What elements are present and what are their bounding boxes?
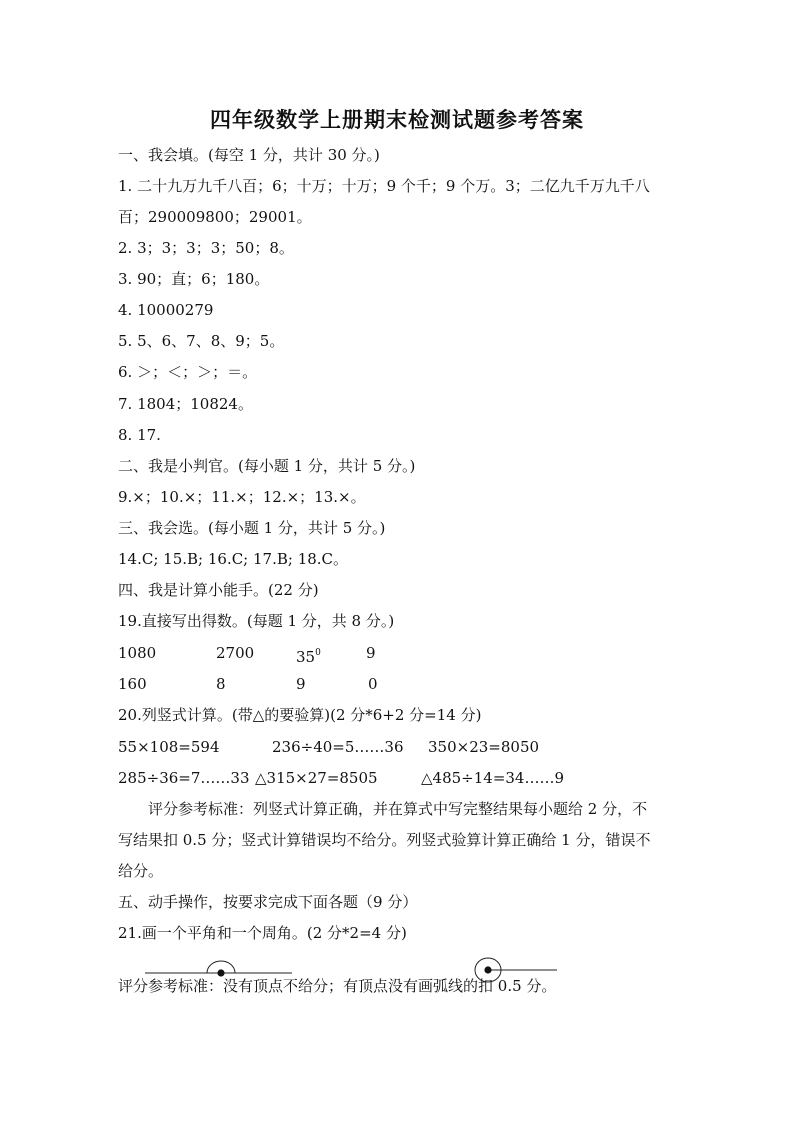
q20-criteria-line2: 写结果扣 0.5 分；竖式计算错误均不给分。列竖式验算计算正确给 1 分，错误不 bbox=[118, 831, 651, 849]
q19-answer: 9 bbox=[296, 675, 306, 693]
q19-superscript: 0 bbox=[315, 648, 321, 658]
q21-heading: 21.画一个平角和一个周角。(2 分*2=4 分) bbox=[118, 924, 407, 942]
q20-answer: △485÷14=34……9 bbox=[421, 769, 565, 787]
q1-answer-line2: 百；290009800；29001。 bbox=[118, 208, 312, 226]
section3-heading: 三、我会选。(每小题 1 分，共计 5 分。) bbox=[118, 519, 386, 537]
q8-answer: 8. 17. bbox=[118, 426, 161, 444]
q20-answer: △315×27=8505 bbox=[255, 769, 378, 787]
section5-heading: 五、动手操作，按要求完成下面各题（9 分） bbox=[118, 893, 418, 911]
section2-answers: 9.×；10.×；11.×；12.×；13.×。 bbox=[118, 488, 366, 506]
q20-criteria-line1: 评分参考标准：列竖式计算正确，并在算式中写完整结果每小题给 2 分，不 bbox=[148, 800, 648, 818]
section1-heading: 一、我会填。(每空 1 分，共计 30 分。) bbox=[118, 146, 380, 164]
q20-answer: 55×108=594 bbox=[118, 738, 220, 756]
q4-answer: 4. 10000279 bbox=[118, 301, 214, 319]
section4-heading: 四、我是计算小能手。(22 分) bbox=[118, 581, 319, 599]
section2-heading: 二、我是小判官。(每小题 1 分，共计 5 分。) bbox=[118, 457, 416, 475]
q19-answer: 8 bbox=[216, 675, 226, 693]
q19-answer: 2700 bbox=[216, 644, 255, 662]
q20-heading: 20.列竖式计算。(带△的要验算)(2 分*6+2 分=14 分) bbox=[118, 706, 482, 724]
q7-answer: 7. 1804；10824。 bbox=[118, 395, 253, 413]
q19-answer: 1080 bbox=[118, 644, 157, 662]
q21-criteria: 评分参考标准：没有顶点不给分；有顶点没有画弧线的扣 0.5 分。 bbox=[118, 977, 557, 995]
q1-answer-line1: 1. 二十九万九千八百；6；十万；十万；9 个千；9 个万。3；二亿九千万九千八 bbox=[118, 177, 650, 195]
q19-answer: 9 bbox=[366, 644, 376, 662]
q5-answer: 5. 5、6、7、8、9；5。 bbox=[118, 332, 285, 350]
page-title: 四年级数学上册期末检测试题参考答案 bbox=[210, 107, 584, 132]
straight-angle-drawing bbox=[145, 961, 292, 977]
q20-answer: 285÷36=7……33 bbox=[118, 769, 250, 787]
q20-answer: 350×23=8050 bbox=[428, 738, 540, 756]
q20-criteria-line3: 给分。 bbox=[118, 862, 164, 880]
q20-answer: 236÷40=5……36 bbox=[272, 738, 404, 756]
q19-heading: 19.直接写出得数。(每题 1 分，共 8 分。) bbox=[118, 612, 395, 630]
q19-answer: 160 bbox=[118, 675, 147, 693]
q2-answer: 2. 3；3；3；3；50；8。 bbox=[118, 239, 294, 257]
q19-base: 35 bbox=[296, 648, 316, 666]
section3-answers: 14.C; 15.B; 16.C; 17.B; 18.C。 bbox=[118, 550, 349, 568]
q19-answer: 0 bbox=[368, 675, 378, 693]
q3-answer: 3. 90；直；6；180。 bbox=[118, 270, 270, 288]
q6-answer: 6. ＞；＜；＞；＝。 bbox=[118, 363, 258, 381]
